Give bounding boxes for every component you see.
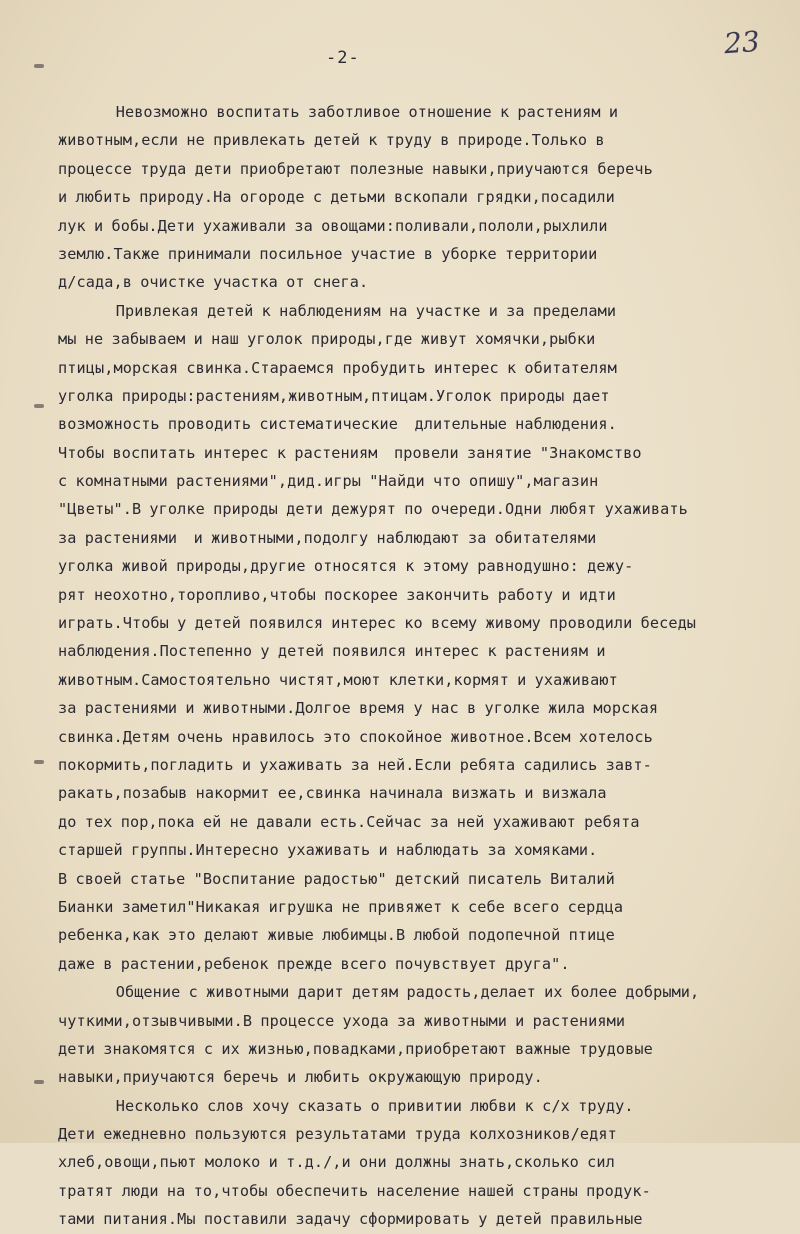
text-line: тами питания.Мы поставили задачу сформировать у детей правильные	[58, 1210, 643, 1229]
text-line: птицы,морская свинка.Стараемся пробудить интерес к обитателям	[58, 358, 617, 377]
typed-text-body	[58, 98, 786, 1234]
text-line: покормить,погладить и ухаживать за ней.Если ребята садились завт-	[58, 755, 652, 774]
text-line: играть.Чтобы у детей появился интерес ко всему живому проводили беседы	[58, 614, 697, 633]
text-line: наблюдения.Постепенно у детей появился интерес к растениям и	[58, 642, 606, 661]
text-line: хлеб,овощи,пьют молоко и т.д./,и они должны знать,сколько сил	[58, 1153, 615, 1172]
text-line: чуткими,отзывчивыми.В процессе ухода за животными и растениями	[58, 1011, 626, 1030]
text-line: Общение с животными дарит детям радость,делает их более добрыми,	[58, 983, 700, 1002]
text-line: рят неохотно,торопливо,чтобы поскорее закончить работу и идти	[58, 585, 616, 604]
text-line: до тех пор,пока ей не давали есть.Сейчас за ней ухаживают ребята	[58, 812, 640, 831]
page-number: -2-	[326, 48, 360, 68]
text-line: Несколько слов хочу сказать о привитии любви к с/х труду.	[58, 1096, 634, 1115]
text-line: мы не забываем и наш уголок природы,где живут хомячки,рыбки	[58, 330, 596, 349]
text-line: "Цветы".В уголке природы дети дежурят по очереди.Одни любят ухаживать	[58, 500, 688, 519]
text-line: дети знакомятся с их жизнью,повадками,приобретают важные трудовые	[58, 1039, 653, 1058]
text-line: навыки,приучаются беречь и любить окружающую природу.	[58, 1068, 543, 1087]
archive-folio-number: 23	[722, 24, 761, 61]
text-line: животным,если не привлекать детей к труду в природе.Только в	[58, 131, 605, 150]
text-line: ребенка,как это делают живые любимцы.В любой подопечной птице	[58, 926, 615, 945]
text-line: Невозможно воспитать заботливое отношение к растениям и	[58, 103, 619, 121]
margin-mark	[34, 1080, 44, 1084]
text-line: с комнатными растениями",дид.игры "Найди что опишу",магазин	[58, 472, 599, 491]
text-line: Привлекая детей к наблюдениям на участке и за пределами	[58, 301, 617, 320]
text-line: уголка живой природы,другие относятся к этому равнодушно: дежу-	[58, 557, 634, 576]
text-line: животным.Самостоятельно чистят,моют клетки,кормят и ухаживают	[58, 670, 618, 689]
text-line: даже в растении,ребенок прежде всего почувствует друга".	[58, 954, 570, 973]
text-line: ракать,позабыв накормит ее,свинка начинала визжать и визжала	[58, 784, 607, 803]
text-line: Бианки заметил"Никакая игрушка не привяжет к себе всего сердца	[58, 897, 624, 916]
text-line: В своей статье "Воспитание радостью" детский писатель Виталий	[58, 869, 615, 888]
text-line: и любить природу.На огороде с детьми вскопали грядки,посадили	[58, 188, 615, 207]
text-line: свинка.Детям очень нравилось это спокойное животное.Всем хотелось	[58, 727, 653, 746]
text-line: процессе труда дети приобретают полезные навыки,приучаются беречь	[58, 159, 653, 178]
text-line: землю.Также принимали посильное участие в уборке территории	[58, 244, 598, 263]
text-line: возможность проводить систематические длительные наблюдения.	[58, 415, 617, 434]
text-line: Чтобы воспитать интерес к растениям провели занятие "Знакомство	[58, 443, 642, 462]
margin-mark	[34, 760, 44, 764]
text-line: старшей группы.Интересно ухаживать и наблюдать за хомяками.	[58, 841, 598, 860]
text-line: за растениями и животными.Долгое время у нас в уголке жила морская	[58, 699, 659, 718]
margin-mark	[34, 404, 44, 408]
text-line: уголка природы:растениям,животным,птицам.Уголок природы дает	[58, 386, 610, 405]
text-line: тратят люди на то,чтобы обеспечить население нашей страны продук-	[58, 1181, 651, 1200]
margin-mark	[34, 64, 44, 68]
text-line: за растениями и животными,подолгу наблюдают за обитателями	[58, 528, 597, 547]
text-line: лук и бобы.Дети ухаживали за овощами:поливали,пололи,рыхлили	[58, 216, 608, 235]
text-line: Дети ежедневно пользуются результатами труда колхозников/едят	[58, 1125, 617, 1144]
text-line: д/сада,в очистке участка от снега.	[58, 273, 369, 292]
